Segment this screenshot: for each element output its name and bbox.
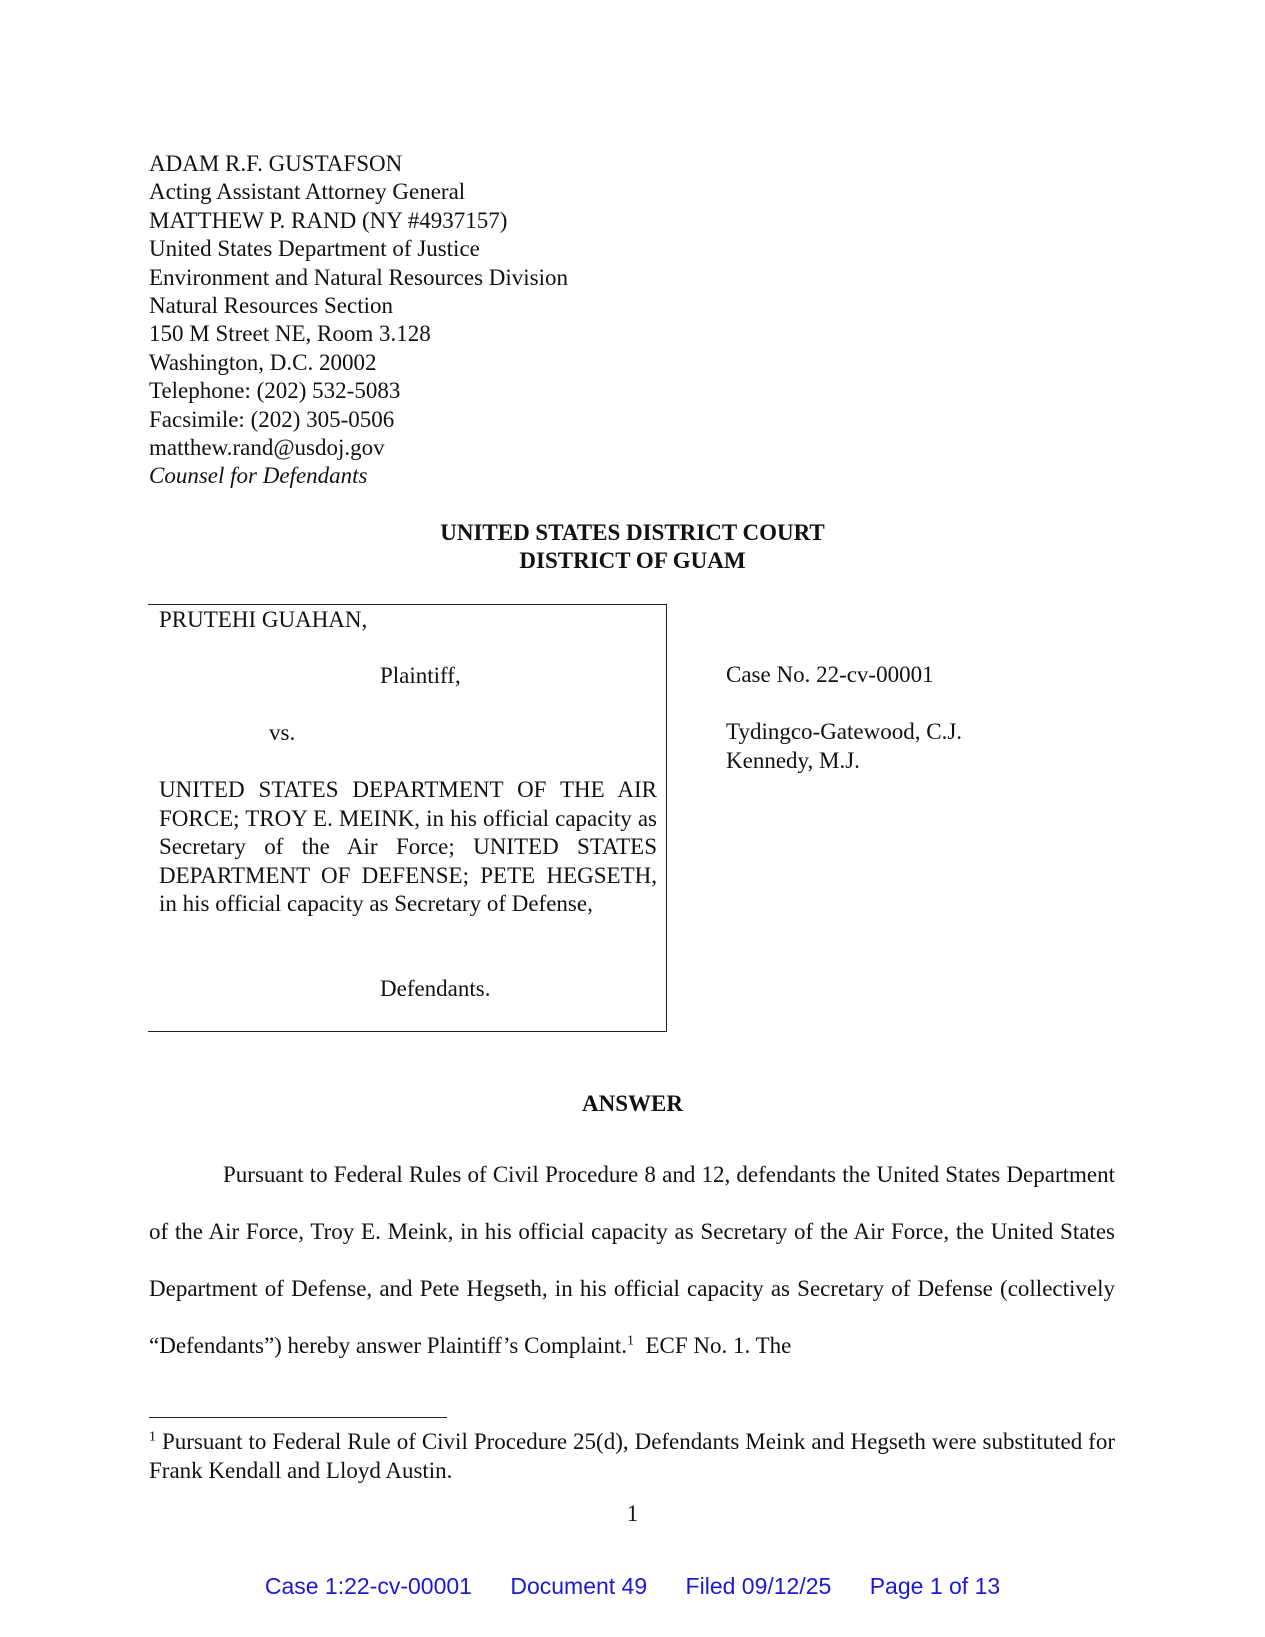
ecf-filing-header: [0, 1573, 1265, 1600]
street-address: 150 M Street NE, Room 3.128: [149, 321, 431, 347]
footnote-text: Pursuant to Federal Rule of Civil Procedure 25(d), Defendants Meink and Hegseth were substituted for Frank Kendall and Lloyd Austin.: [149, 1429, 1115, 1483]
answer-paragraph: [149, 1146, 1115, 1374]
attorney-title: Acting Assistant Attorney General: [149, 179, 466, 205]
court-district: DISTRICT OF GUAM: [519, 548, 746, 573]
ecf-document-number: Document 49: [510, 1573, 648, 1599]
counsel-for: Counsel for Defendants: [149, 463, 368, 489]
chief-judge: Tydingco-Gatewood, C.J.: [726, 719, 963, 744]
case-caption: [148, 604, 667, 1032]
paragraph-continuation: ECF No. 1. The: [633, 1333, 792, 1358]
document-title: ANSWER: [582, 1091, 683, 1116]
footnote-reference: 1: [626, 1333, 634, 1349]
footnote-number: 1: [149, 1429, 156, 1445]
plaintiff-name: PRUTEHI GUAHAN,: [159, 607, 368, 632]
page-number: 1: [626, 1501, 639, 1526]
versus: vs.: [269, 720, 296, 745]
defendants-role: Defendants.: [380, 976, 491, 1001]
city-state-zip: Washington, D.C. 20002: [149, 349, 377, 375]
attorney-block: [149, 150, 568, 491]
court-name: UNITED STATES DISTRICT COURT: [440, 520, 825, 545]
footnote-divider: [149, 1417, 447, 1418]
judges: [726, 718, 962, 775]
division: Environment and Natural Resources Division: [149, 264, 569, 290]
facsimile: Facsimile: (202) 305-0506: [149, 406, 395, 432]
department: United States Department of Justice: [149, 236, 480, 262]
footnote: [149, 1428, 1115, 1485]
section: Natural Resources Section: [149, 293, 393, 319]
telephone: Telephone: (202) 532-5083: [149, 378, 401, 404]
attorney-name: ADAM R.F. GUSTAFSON: [149, 151, 403, 176]
paragraph-text: Pursuant to Federal Rules of Civil Procedure 8 and 12, defendants the United States Department of the Air Force, Troy E. Meink, in his official capacity as Secretary of the Air Force, the United States Department of Defense, and Pete Hegseth, in his official capacity as Secretary of Defense (collectively “Defendants”) hereby answer Plaintiff’s Complaint.: [149, 1162, 1115, 1358]
ecf-page-count: Page 1 of 13: [869, 1573, 1001, 1599]
email: matthew.rand@usdoj.gov: [149, 435, 385, 461]
ecf-case-number: Case 1:22-cv-00001: [264, 1573, 472, 1599]
defendants-names: UNITED STATES DEPARTMENT OF THE AIR FORCE; TROY E. MEINK, in his official capacity as Secretary of the Air Force; UNITED STATES DEPARTMENT OF DEFENSE; PETE HEGSETH, in his official capacity as Secretary of Defense,: [159, 777, 657, 916]
ecf-filed-date: Filed 09/12/25: [685, 1573, 832, 1599]
case-number: Case No. 22-cv-00001: [726, 662, 934, 687]
counsel-name: MATTHEW P. RAND (NY #4937157): [149, 207, 508, 233]
magistrate-judge: Kennedy, M.J.: [726, 747, 860, 773]
plaintiff-role: Plaintiff,: [380, 663, 461, 688]
